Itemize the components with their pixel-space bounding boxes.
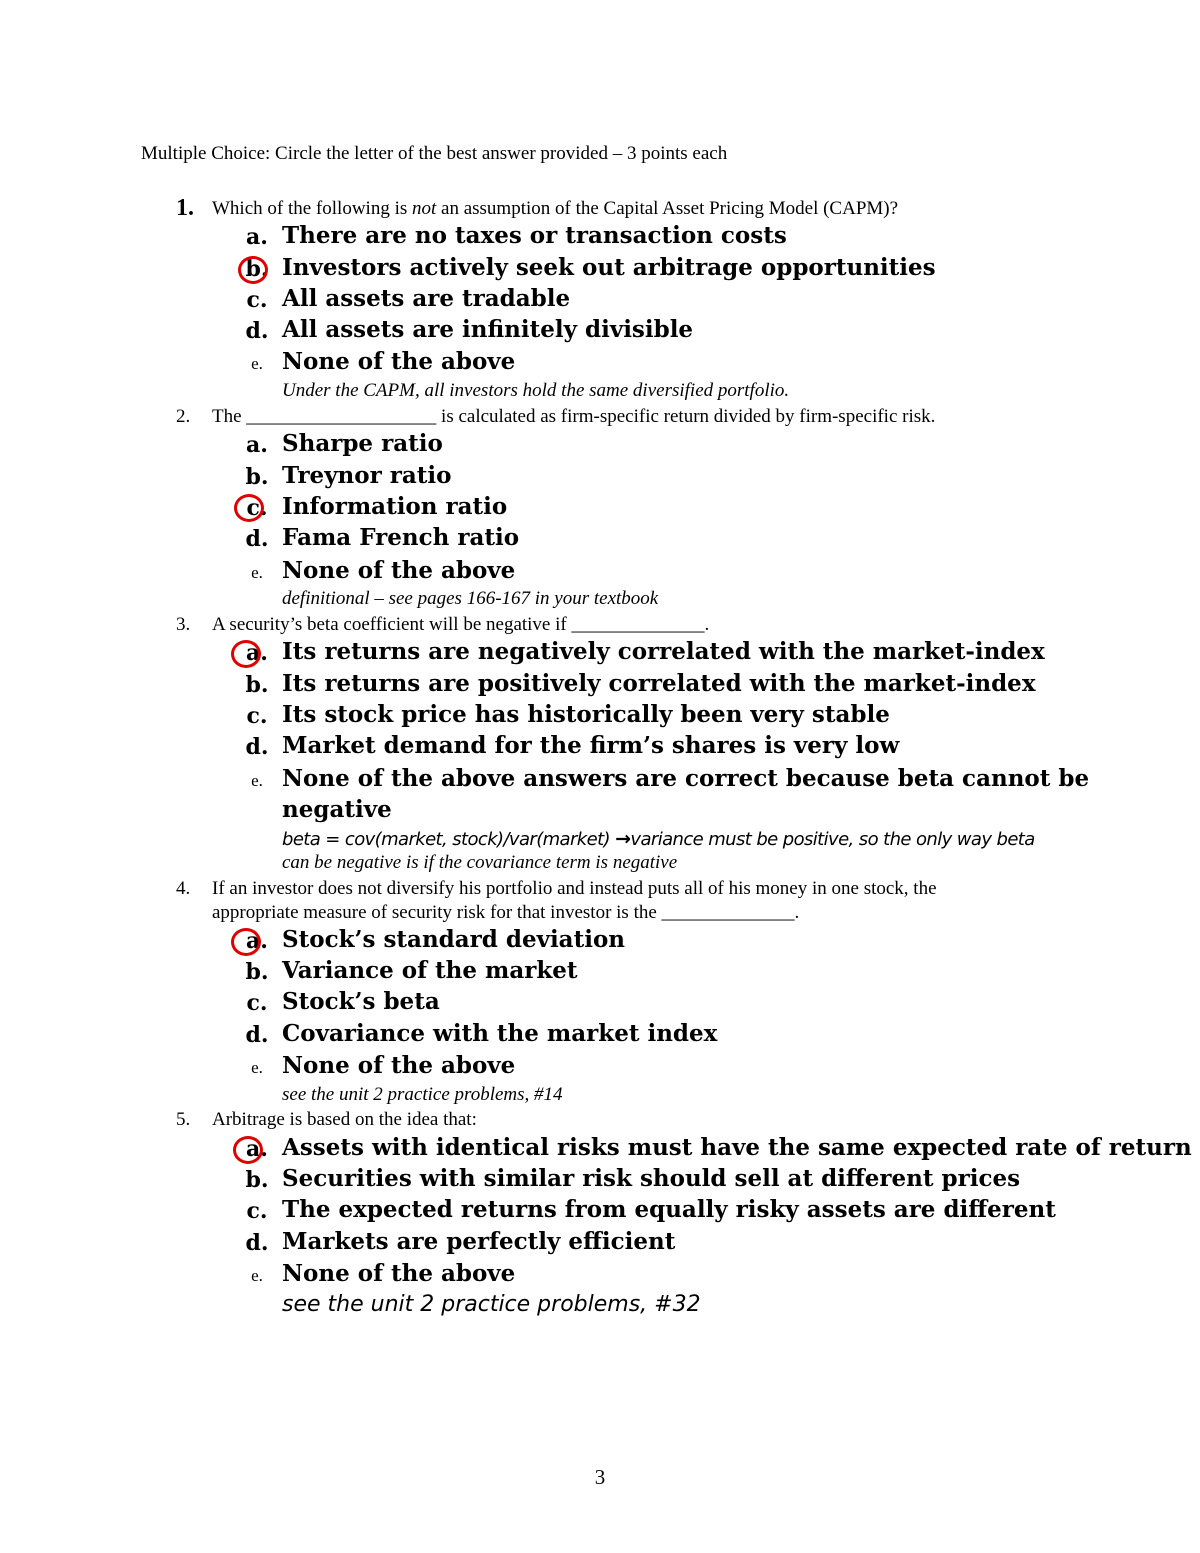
q3-explanation-continued: can be negative is if the covariance term is negative <box>282 852 678 873</box>
q1-option-d-text: All assets are infinitely divisible <box>282 316 694 343</box>
question-3-text: A security’s beta coefficient will be negative if ______________. <box>212 614 710 635</box>
q1-option-b-letter[interactable]: b. <box>245 256 269 282</box>
q2-option-e-letter[interactable]: e. <box>251 563 263 582</box>
q3-explanation: beta = cov(market, stock)/var(market) →variance must be positive, so the only way beta <box>282 828 1035 850</box>
q4-option-d-letter[interactable]: d. <box>245 1022 269 1048</box>
right-arrow-icon: → <box>615 828 631 850</box>
q3-option-d-letter[interactable]: d. <box>245 734 269 760</box>
q4-option-b-letter[interactable]: b. <box>245 959 269 985</box>
question-4-text: If an investor does not diversify his portfolio and instead puts all of his money in one stock, the <box>212 878 937 899</box>
q1-option-d-letter[interactable]: d. <box>245 318 269 344</box>
q3-option-c-letter[interactable]: c. <box>246 703 268 729</box>
q5-option-a-text: Assets with identical risks must have the same expected rate of return <box>282 1134 1192 1161</box>
instructions-header: Multiple Choice: Circle the letter of the best answer provided – 3 points each <box>141 143 728 164</box>
q3-option-b-text: Its returns are positively correlated with the market-index <box>282 670 1036 697</box>
q5-option-d-text: Markets are perfectly efficient <box>282 1228 676 1255</box>
q2-option-a-text: Sharpe ratio <box>282 430 443 457</box>
q3-option-b-letter[interactable]: b. <box>245 672 269 698</box>
question-2-number: 2. <box>176 406 191 427</box>
q3-option-e-text: None of the above answers are correct because beta cannot be <box>282 765 1090 792</box>
q2-option-a-letter[interactable]: a. <box>246 432 268 458</box>
q4-option-b-text: Variance of the market <box>282 957 578 984</box>
q1-option-b-text: Investors actively seek out arbitrage opportunities <box>282 254 936 281</box>
q1-option-e-text: None of the above <box>282 348 516 375</box>
q4-explanation: see the unit 2 practice problems, #14 <box>282 1084 563 1105</box>
q5-option-a-letter[interactable]: a. <box>246 1136 268 1162</box>
q4-option-e-text: None of the above <box>282 1052 516 1079</box>
q3-option-e-text-continued: negative <box>282 796 392 823</box>
question-4-number: 4. <box>176 878 191 899</box>
question-3-number: 3. <box>176 614 191 635</box>
q2-option-d-text: Fama French ratio <box>282 524 520 551</box>
q5-option-e-text: None of the above <box>282 1260 516 1287</box>
answer-circle <box>231 640 261 668</box>
answer-circle <box>234 494 264 522</box>
question-1-number: 1. <box>176 195 194 221</box>
q5-option-d-letter[interactable]: d. <box>245 1230 269 1256</box>
q2-option-e-text: None of the above <box>282 557 516 584</box>
q5-option-b-text: Securities with similar risk should sell at different prices <box>282 1165 1021 1192</box>
question-2-text: The ____________________ is calculated as firm-specific return divided by firm-specific risk. <box>212 406 936 427</box>
q1-option-a-letter[interactable]: a. <box>246 224 268 250</box>
q4-option-c-letter[interactable]: c. <box>246 990 268 1016</box>
question-4-text-continued: appropriate measure of security risk for that investor is the ______________. <box>212 902 800 923</box>
question-5-text: Arbitrage is based on the idea that: <box>212 1109 477 1130</box>
q1-explanation: Under the CAPM, all investors hold the same diversified portfolio. <box>282 380 790 401</box>
q3-option-e-letter[interactable]: e. <box>251 771 263 790</box>
q1-option-a-text: There are no taxes or transaction costs <box>282 222 787 249</box>
q4-option-a-text: Stock’s standard deviation <box>282 926 626 953</box>
q3-option-c-text: Its stock price has historically been very stable <box>282 701 890 728</box>
q5-option-c-letter[interactable]: c. <box>246 1198 268 1224</box>
answer-circle <box>233 1136 263 1164</box>
answer-circle <box>231 928 261 956</box>
q3-option-a-text: Its returns are negatively correlated with the market-index <box>282 638 1045 665</box>
q2-explanation: definitional – see pages 166-167 in your textbook <box>282 588 659 609</box>
q5-option-e-letter[interactable]: e. <box>251 1266 263 1285</box>
q2-option-b-letter[interactable]: b. <box>245 464 269 490</box>
q4-option-e-letter[interactable]: e. <box>251 1058 263 1077</box>
q1-option-e-letter[interactable]: e. <box>251 354 263 373</box>
question-5-number: 5. <box>176 1109 191 1130</box>
q4-option-c-text: Stock’s beta <box>282 988 440 1015</box>
q2-option-d-letter[interactable]: d. <box>245 526 269 552</box>
q2-option-b-text: Treynor ratio <box>282 462 452 489</box>
q5-option-c-text: The expected returns from equally risky assets are different <box>282 1196 1056 1223</box>
q5-option-b-letter[interactable]: b. <box>245 1167 269 1193</box>
q5-explanation: see the unit 2 practice problems, #32 <box>282 1292 701 1317</box>
q1-option-c-letter[interactable]: c. <box>246 287 268 313</box>
q4-option-d-text: Covariance with the market index <box>282 1020 718 1047</box>
q2-option-c-text: Information ratio <box>282 493 508 520</box>
q1-option-c-text: All assets are tradable <box>282 285 571 312</box>
page-number: 3 <box>594 1465 606 1489</box>
q2-option-c-letter[interactable]: c. <box>246 495 268 521</box>
question-1-text: Which of the following is not an assumption of the Capital Asset Pricing Model (CAPM)? <box>212 198 899 219</box>
q4-option-a-letter[interactable]: a. <box>246 928 268 954</box>
q3-option-d-text: Market demand for the firm’s shares is very low <box>282 732 900 759</box>
answer-circle <box>238 256 268 284</box>
q3-option-a-letter[interactable]: a. <box>246 640 268 666</box>
